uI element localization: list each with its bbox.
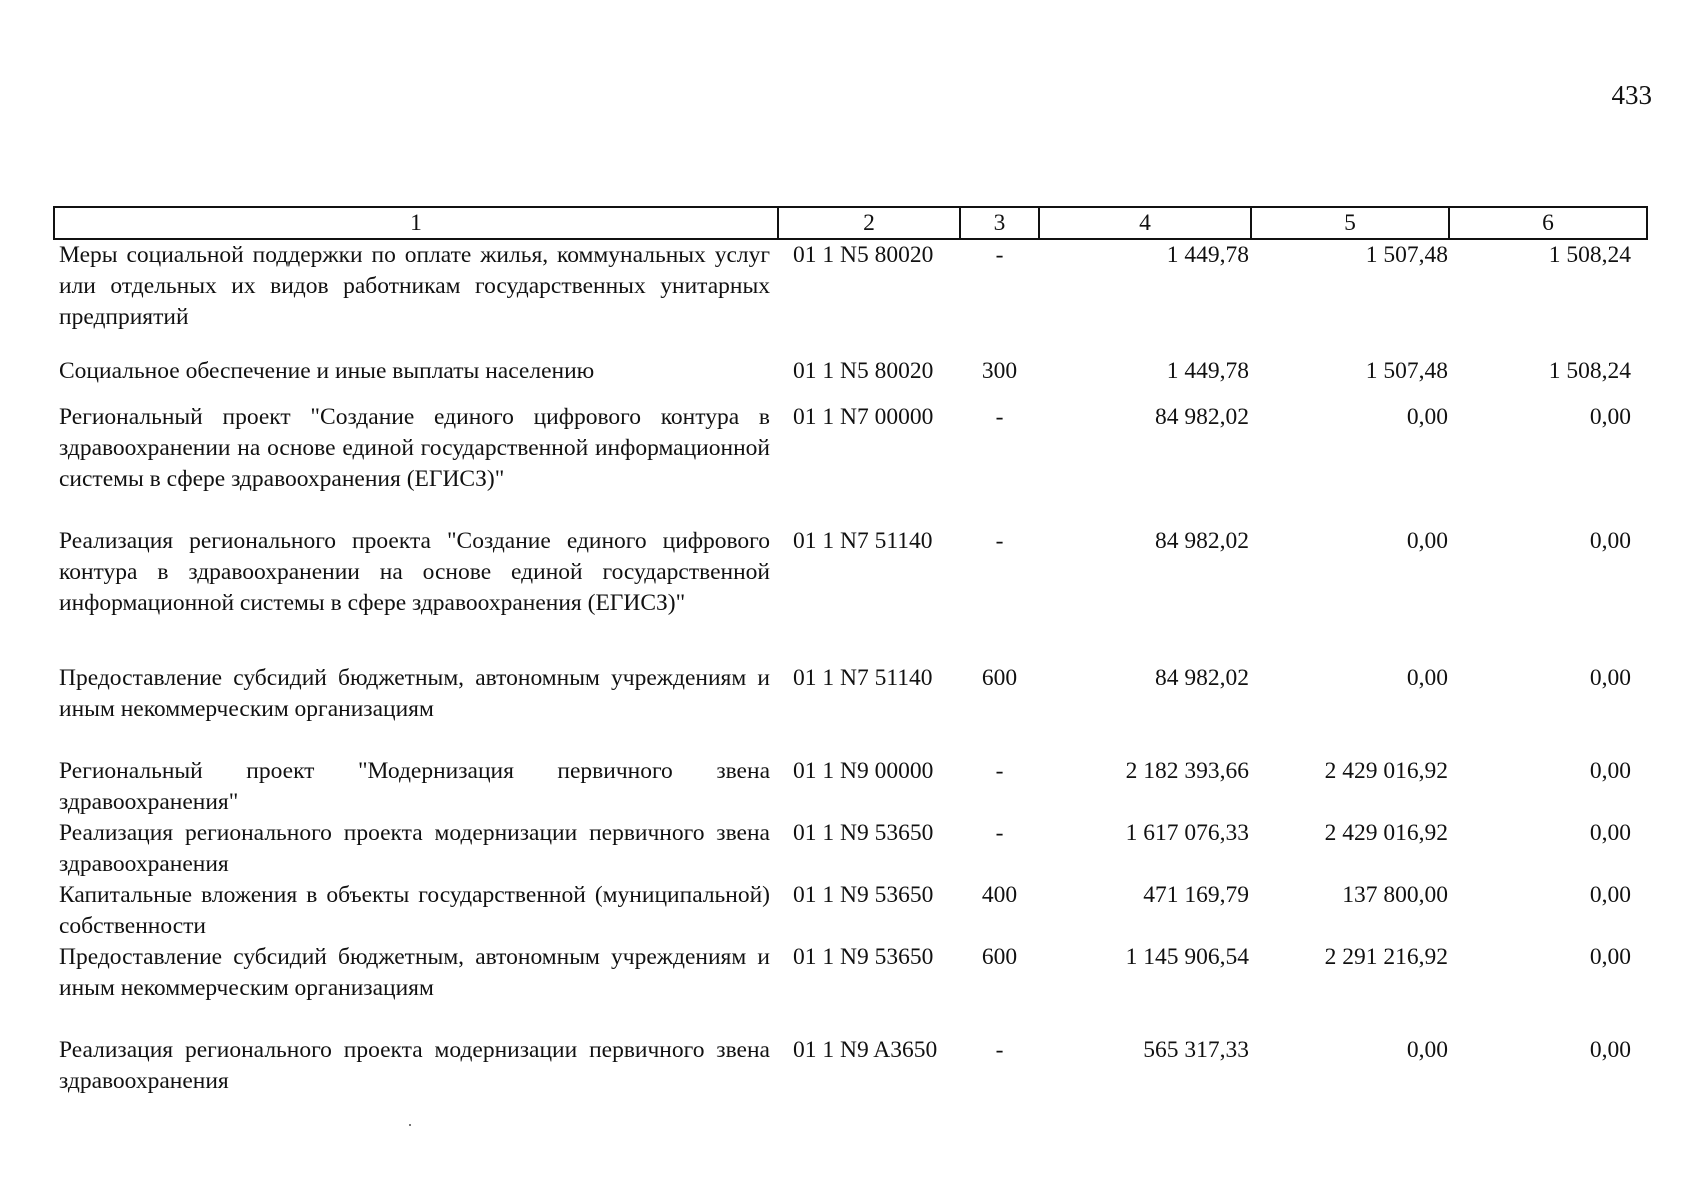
row-value-4: 84 982,02 <box>1155 665 1249 691</box>
row-type: 300 <box>981 358 1018 384</box>
row-code: 01 1 N7 51140 <box>793 528 933 554</box>
row-value-4: 84 982,02 <box>1155 404 1249 430</box>
row-value-5: 2 291 216,92 <box>1324 944 1448 970</box>
header-col-2: 2 <box>778 207 960 239</box>
row-value-6: 1 508,24 <box>1548 358 1631 384</box>
row-type: - <box>995 1037 1004 1063</box>
row-value-5: 0,00 <box>1406 1037 1448 1063</box>
row-value-5: 0,00 <box>1406 404 1448 430</box>
row-name: Реализация регионального проекта "Создание единого цифрового контура в здравоохранении на основе единой государственной информационной системы в сфере здравоохранения (ЕГИСЗ)" <box>59 528 770 616</box>
row-value-4: 1 449,78 <box>1166 242 1249 268</box>
row-value-4: 565 317,33 <box>1143 1037 1249 1063</box>
table-row <box>54 756 1647 818</box>
table-row <box>54 356 1647 402</box>
row-value-6: 0,00 <box>1589 944 1631 970</box>
row-name: Предоставление субсидий бюджетным, автономным учреждениям и иным некоммерческим организациям <box>59 944 770 1001</box>
table-row <box>54 818 1647 880</box>
row-value-6: 0,00 <box>1589 665 1631 691</box>
row-value-5: 2 429 016,92 <box>1324 820 1448 846</box>
page-number: 433 <box>1611 80 1652 110</box>
row-code: 01 1 N5 80020 <box>793 358 934 384</box>
table-row <box>54 942 1647 1035</box>
table-row <box>54 239 1647 356</box>
row-type: 600 <box>981 665 1018 691</box>
row-value-6: 1 508,24 <box>1548 242 1631 268</box>
row-value-5: 0,00 <box>1406 665 1448 691</box>
row-type: - <box>995 528 1004 554</box>
row-value-6: 0,00 <box>1589 882 1631 908</box>
row-name: Региональный проект "Модернизация первичного звена здравоохранения" <box>59 758 770 815</box>
row-value-6: 0,00 <box>1589 820 1631 846</box>
row-value-6: 0,00 <box>1589 404 1631 430</box>
row-value-5: 137 800,00 <box>1342 882 1448 908</box>
budget-table <box>53 206 1648 1101</box>
row-value-5: 1 507,48 <box>1365 358 1448 384</box>
row-value-5: 2 429 016,92 <box>1324 758 1448 784</box>
header-col-1: 1 <box>54 207 778 239</box>
row-type: - <box>995 242 1004 268</box>
header-col-5: 5 <box>1251 207 1449 239</box>
row-value-6: 0,00 <box>1589 758 1631 784</box>
row-type: 400 <box>981 882 1018 908</box>
row-type: 600 <box>981 944 1018 970</box>
row-value-4: 1 449,78 <box>1166 358 1249 384</box>
row-value-6: 0,00 <box>1589 1037 1631 1063</box>
row-value-6: 0,00 <box>1589 528 1631 554</box>
row-value-4: 471 169,79 <box>1143 882 1249 908</box>
row-code: 01 1 N9 53650 <box>793 882 934 908</box>
row-value-4: 1 617 076,33 <box>1125 820 1249 846</box>
row-code: 01 1 N9 53650 <box>793 820 934 846</box>
row-name: Предоставление субсидий бюджетным, автономным учреждениям и иным некоммерческим организациям <box>59 665 770 722</box>
row-name: Реализация регионального проекта модернизации первичного звена здравоохранения <box>59 820 770 877</box>
row-value-4: 2 182 393,66 <box>1125 758 1249 784</box>
budget-table-container <box>53 206 1646 1101</box>
row-code: 01 1 N5 80020 <box>793 242 934 268</box>
row-name: Социальное обеспечение и иные выплаты населению <box>59 358 595 384</box>
row-type: - <box>995 758 1004 784</box>
row-value-5: 0,00 <box>1406 528 1448 554</box>
header-col-6: 6 <box>1449 207 1647 239</box>
row-code: 01 1 N9 00000 <box>793 758 934 784</box>
row-code: 01 1 N7 00000 <box>793 404 934 430</box>
row-type: - <box>995 404 1004 430</box>
row-code: 01 1 N7 51140 <box>793 665 933 691</box>
header-col-3: 3 <box>960 207 1039 239</box>
row-name: Реализация регионального проекта модернизации первичного звена здравоохранения <box>59 1037 770 1094</box>
header-row <box>54 207 1647 239</box>
row-value-5: 1 507,48 <box>1365 242 1448 268</box>
row-code: 01 1 N9 53650 <box>793 944 934 970</box>
table-body <box>54 239 1647 1101</box>
row-type: - <box>995 820 1004 846</box>
scan-speck <box>409 1124 411 1126</box>
row-value-4: 1 145 906,54 <box>1125 944 1249 970</box>
table-row <box>54 402 1647 526</box>
row-name: Капитальные вложения в объекты государственной (муниципальной) собственности <box>59 882 770 939</box>
table-header <box>54 207 1647 239</box>
row-value-4: 84 982,02 <box>1155 528 1249 554</box>
row-name: Меры социальной поддержки по оплате жилья, коммунальных услуг или отдельных их видов работникам государственных унитарных предприятий <box>59 242 770 330</box>
row-name: Региональный проект "Создание единого цифрового контура в здравоохранении на основе единой государственной информационной системы в сфере здравоохранения (ЕГИСЗ)" <box>59 404 770 492</box>
table-row <box>54 663 1647 756</box>
header-col-4: 4 <box>1039 207 1251 239</box>
table-row <box>54 526 1647 663</box>
table-row <box>54 1035 1647 1101</box>
table-row <box>54 880 1647 942</box>
row-code: 01 1 N9 A3650 <box>793 1037 938 1063</box>
